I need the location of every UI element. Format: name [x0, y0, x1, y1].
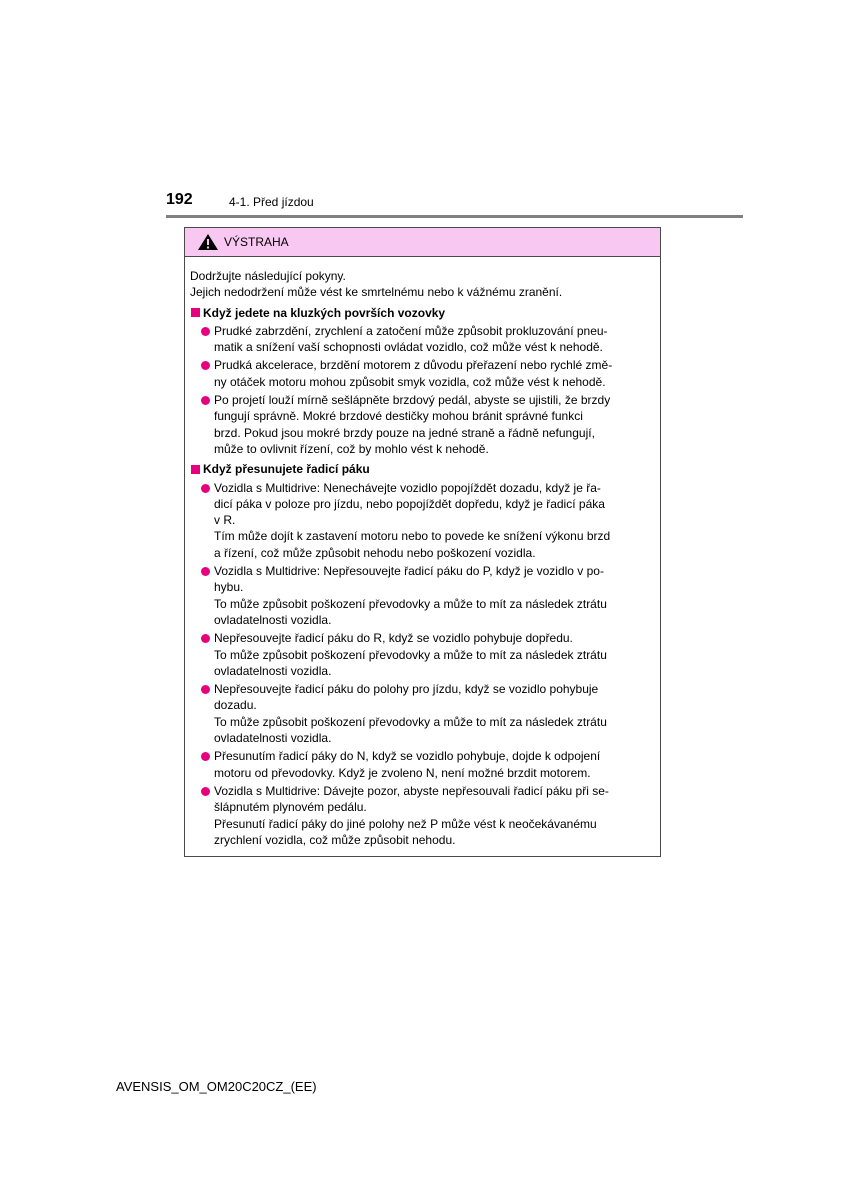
warning-item — [201, 392, 655, 457]
section-heading-text: Když jedete na kluzkých površích vozovky — [203, 305, 446, 320]
warning-item-line: Prudké zabrzdění, zrychlení a zatočení může způsobit prokluzování pneu- — [214, 323, 608, 338]
warning-item-line: ovladatelnosti vozidla. — [214, 663, 332, 678]
warning-item-text — [214, 748, 655, 781]
warning-item — [201, 357, 655, 390]
intro-line: Dodržujte následující pokyny. — [190, 269, 346, 283]
warning-item-line: hybu. — [214, 580, 244, 595]
warning-item-text — [214, 630, 655, 679]
warning-item — [201, 480, 655, 561]
warning-item — [201, 783, 655, 848]
warning-item-text — [214, 323, 655, 356]
warning-item-line: Nepřesouvejte řadicí páku do polohy pro jízdu, když se vozidlo pohybuje — [214, 682, 599, 697]
warning-triangle-icon — [197, 233, 219, 251]
warning-item — [201, 748, 655, 781]
section-title: 4-1. Před jízdou — [229, 195, 314, 209]
circle-bullet-icon — [201, 787, 210, 796]
square-bullet-icon — [191, 308, 200, 317]
page-number: 192 — [166, 191, 193, 208]
warning-item-line: Vozidla s Multidrive: Dávejte pozor, abyste nepřesouvali řadicí páku při se- — [214, 783, 609, 798]
warning-item-line: ovladatelnosti vozidla. — [214, 731, 332, 746]
warning-item-line: Přesunutím řadicí páky do N, když se vozidlo pohybuje, dojde k odpojení — [214, 749, 601, 764]
warning-header — [185, 228, 660, 257]
square-bullet-icon — [191, 465, 200, 474]
circle-bullet-icon — [201, 634, 210, 643]
warning-item-text — [214, 563, 655, 628]
circle-bullet-icon — [201, 567, 210, 576]
warning-item — [201, 630, 655, 679]
circle-bullet-icon — [201, 327, 210, 336]
circle-bullet-icon — [201, 685, 210, 694]
warning-item-line: šlápnutém plynovém pedálu. — [214, 800, 367, 815]
warning-item-text — [214, 357, 655, 390]
warning-item-line: ovladatelnosti vozidla. — [214, 612, 332, 627]
warning-item-line: Přesunutí řadicí páky do jiné polohy než P může vést k neočekávanému — [214, 816, 597, 831]
warning-item-line: Vozidla s Multidrive: Nenechávejte vozidlo popojíždět dozadu, když je řa- — [214, 480, 601, 495]
circle-bullet-icon — [201, 361, 210, 370]
warning-item-line: zrychlení vozidla, což může způsobit nehodu. — [214, 832, 456, 847]
warning-item — [201, 323, 655, 356]
section-heading — [190, 461, 655, 477]
section-heading-text: Když přesunujete řadicí páku — [203, 462, 370, 477]
document-code: AVENSIS_OM_OM20C20CZ_(EE) — [116, 1079, 317, 1094]
warning-item-line: v R. — [214, 513, 236, 528]
warning-item-line: matik a snížení vaší schopnosti ovládat vozidlo, což může vést k nehodě. — [214, 340, 603, 355]
warning-item-line: a řízení, což může způsobit nehodu nebo poškození vozidla. — [214, 545, 536, 560]
circle-bullet-icon — [201, 396, 210, 405]
circle-bullet-icon — [201, 752, 210, 761]
warning-item-line: Prudká akcelerace, brzdění motorem z důvodu přeřazení nebo rychlé změ- — [214, 358, 613, 373]
warning-item-line: ny otáček motoru mohou způsobit smyk vozidla, což může vést k nehodě. — [214, 374, 606, 389]
warning-item-line: motoru od převodovky. Když je zvoleno N, není možné brzdit motorem. — [214, 765, 591, 780]
warning-box — [184, 227, 661, 857]
warning-item-line: fungují správně. Mokré brzdové destičky mohou bránit správné funkci — [214, 409, 583, 424]
warning-item-line: To může způsobit poškození převodovky a může to mít za následek ztrátu — [214, 714, 607, 729]
warning-item-line: Po projetí louží mírně sešlápněte brzdový pedál, abyste se ujistili, že brzdy — [214, 393, 611, 408]
warning-item-line: dicí páka v poloze pro jízdu, nebo popojíždět dopředu, když je řadicí páka — [214, 496, 605, 511]
warning-item — [201, 681, 655, 746]
warning-item-line: To může způsobit poškození převodovky a může to mít za následek ztrátu — [214, 647, 607, 662]
warning-body — [185, 257, 660, 848]
warning-item-line: Nepřesouvejte řadicí páku do R, když se vozidlo pohybuje dopředu. — [214, 631, 573, 646]
warning-item-text — [214, 480, 655, 561]
warning-item-line: může to ovlivnit řízení, což by mohlo vést k nehodě. — [214, 441, 489, 456]
header-rule — [166, 215, 743, 218]
warning-item-line: dozadu. — [214, 698, 257, 713]
warning-item-line: Vozidla s Multidrive: Nepřesouvejte řadicí páku do P, když je vozidlo v po- — [214, 564, 604, 579]
warning-item-text — [214, 681, 655, 746]
warning-item-line: Tím může dojít k zastavení motoru nebo to povede ke snížení výkonu brzd — [214, 529, 611, 544]
warning-item-text — [214, 783, 655, 848]
warning-item-text — [214, 392, 655, 457]
intro-line: Jejich nedodržení může vést ke smrtelnému nebo k vážnému zranění. — [190, 285, 563, 300]
warning-title: VÝSTRAHA — [224, 235, 289, 249]
warning-item — [201, 563, 655, 628]
warning-item-line: brzd. Pokud jsou mokré brzdy pouze na jedné straně a řádně nefungují, — [214, 425, 595, 440]
section-heading — [190, 305, 655, 321]
circle-bullet-icon — [201, 484, 210, 493]
warning-item-line: To může způsobit poškození převodovky a může to mít za následek ztrátu — [214, 596, 607, 611]
